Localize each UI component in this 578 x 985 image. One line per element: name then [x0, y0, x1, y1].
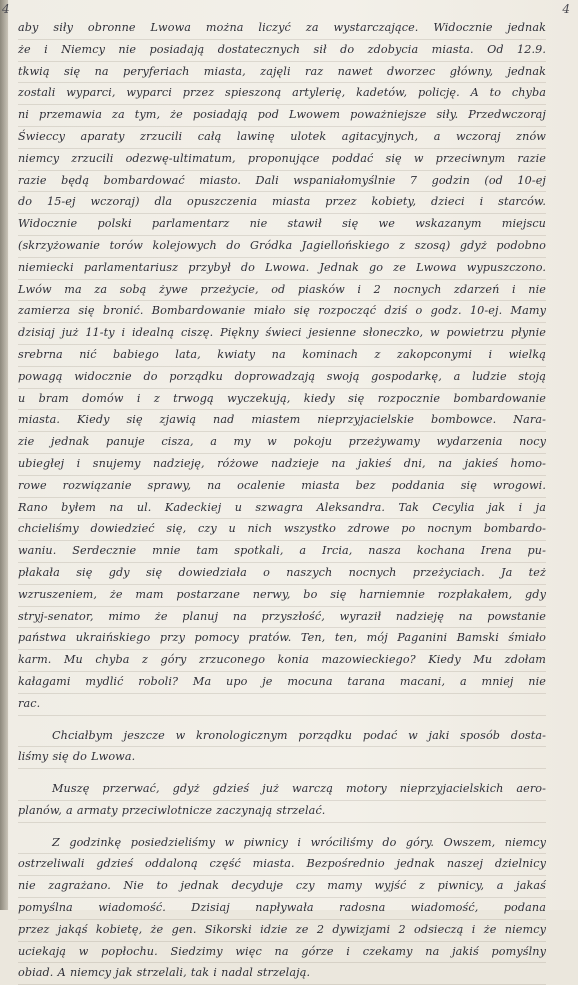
text-line: wzruszeniem, że mam postarzane nerwy, bo się harniemnie rozpłakałem, gdy — [18, 585, 546, 607]
text-line: Świeccy aparaty zrzucili całą lawinę ulotek agitacyjnych, a wczoraj znów — [18, 127, 546, 149]
text-line: do 15-ej wczoraj) dla opuszczenia miasta przez kobiety, dzieci i starców. — [18, 192, 546, 214]
text-line: niemiecki parlamentariusz przybył do Lwowa. Jednak go ze Lwowa wypuszczono. — [18, 258, 546, 280]
text-line: chcieliśmy dowiedzieć się, czy u nich wszystko zdrowe po nocnym bombardo- — [18, 519, 546, 541]
text-line: ostrzeliwali gdzieś oddaloną część miasta. Bezpośrednio jednak naszej dzielnicy — [18, 854, 546, 876]
text-line: Z godzinkę posiedzieliśmy w piwnicy i wróciliśmy do góry. Owszem, niemcy — [18, 833, 546, 855]
text-line: ni przemawia za tym, że posiadają pod Lwowem poważniejsze siły. Przedwczoraj — [18, 105, 546, 127]
text-line: srebrna nić babiego lata, kwiaty na kominach z zakopconymi i wielką — [18, 345, 546, 367]
paragraph-gap — [18, 823, 546, 833]
text-line: płakała się gdy się dowiedziała o naszych nocnych przeżyciach. Ja też — [18, 563, 546, 585]
text-line: powagą widocznie do porządku doprowadzają swoją gospodarkę, a ludzie stoją — [18, 367, 546, 389]
text-line: (skrzyżowanie torów kolejowych do Gródka Jagiellońskiego z szosą) gdyż podobno — [18, 236, 546, 258]
text-line: razie będą bombardować miasto. Dali wspaniałomyślnie 7 godzin (od 10-ej — [18, 171, 546, 193]
text-line: zamierza się bronić. Bombardowanie miało się rozpocząć dziś o godz. 10-ej. Mamy — [18, 301, 546, 323]
text-line: pomyślna wiadomość. Dzisiaj napływała radosna wiadomość, podana — [18, 898, 546, 920]
text-line: obiad. A niemcy jak strzelali, tak i nadal strzelają. — [18, 963, 546, 985]
text-line: uciekają w popłochu. Siedzimy więc na górze i czekamy na jakiś pomyślny — [18, 942, 546, 964]
page-binding-edge — [0, 0, 8, 910]
text-line: planów, a armaty przeciwlotnicze zaczynają strzelać. — [18, 801, 546, 823]
text-line: ubiegłej i snujemy nadzieję, różowe nadzieje na jakieś dni, na jakieś homo- — [18, 454, 546, 476]
text-line: aby siły obronne Lwowa można liczyć za wystarczające. Widocznie jednak — [18, 18, 546, 40]
page-number-left: 4 — [2, 2, 10, 16]
handwritten-text — [18, 18, 546, 985]
text-line: rac. — [18, 694, 546, 716]
text-line: że i Niemcy nie posiadają dostatecznych sił do zdobycia miasta. Od 12.9. — [18, 40, 546, 62]
text-line: kałagami mydlić roboli? Ma upo je mocuna tarana macani, a mniej nie — [18, 672, 546, 694]
text-line: Rano byłem na ul. Kadeckiej u szwagra Aleksandra. Tak Cecylia jak i ja — [18, 498, 546, 520]
text-line: u bram domów i z trwogą wyczekują, kiedy się rozpocznie bombardowanie — [18, 389, 546, 411]
text-line: stryj-senator, mimo że planuj na przyszłość, wyraził nadzieję na powstanie — [18, 607, 546, 629]
paragraph-gap — [18, 769, 546, 779]
text-line: waniu. Serdecznie mnie tam spotkali, a Ircia, nasza kochana Irena pu- — [18, 541, 546, 563]
text-line: dzisiaj już 11-ty i idealną ciszę. Piękny świeci jesienne słoneczko, w powietrzu płynie — [18, 323, 546, 345]
text-line: tkwią się na peryferiach miasta, zajęli raz nawet dworzec główny, jednak — [18, 62, 546, 84]
paragraph-1 — [18, 18, 546, 716]
paragraph-3 — [18, 779, 546, 823]
text-line: przez jakąś kobietę, że gen. Sikorski idzie ze 2 dywizjami 2 odsieczą i że niemcy — [18, 920, 546, 942]
paragraph-2 — [18, 726, 546, 770]
text-line: liśmy się do Lwowa. — [18, 747, 546, 769]
text-line: Muszę przerwać, gdyż gdzieś już warczą motory nieprzyjacielskich aero- — [18, 779, 546, 801]
paragraph-4 — [18, 833, 546, 985]
text-line: zie jednak panuje cisza, a my w pokoju przeżywamy wydarzenia nocy — [18, 432, 546, 454]
text-line: niemcy zrzucili odezwę-ultimatum, proponujące poddać się w przeciwnym razie — [18, 149, 546, 171]
text-line: miasta. Kiedy się zjawią nad miastem nieprzyjacielskie bombowce. Nara- — [18, 410, 546, 432]
text-line: Widocznie polski parlamentarz nie stawił się we wskazanym miejscu — [18, 214, 546, 236]
text-line: państwa ukraińskiego przy pomocy pratów. Ten, ten, mój Paganini Bamski śmiało — [18, 628, 546, 650]
text-line: Lwów ma za sobą żywe przeżycie, od piasków i 2 nocnych zdarzeń i nie — [18, 280, 546, 302]
text-line: rowe rozwiązanie sprawy, na ocalenie miasta bez poddania się wrogowi. — [18, 476, 546, 498]
text-line: nie zagrażano. Nie to jednak decyduje czy mamy wyjść z piwnicy, a jakaś — [18, 876, 546, 898]
text-line: Chciałbym jeszcze w kronologicznym porządku podać w jaki sposób dosta- — [18, 726, 546, 748]
text-line: zostali wyparci, wyparci przez spieszoną artylerię, kadetów, policję. A to chyba — [18, 83, 546, 105]
text-line: karm. Mu chyba z góry zrzuconego konia mazowieckiego? Kiedy Mu zdołam — [18, 650, 546, 672]
page-number-right: 4 — [562, 2, 570, 16]
paragraph-gap — [18, 716, 546, 726]
